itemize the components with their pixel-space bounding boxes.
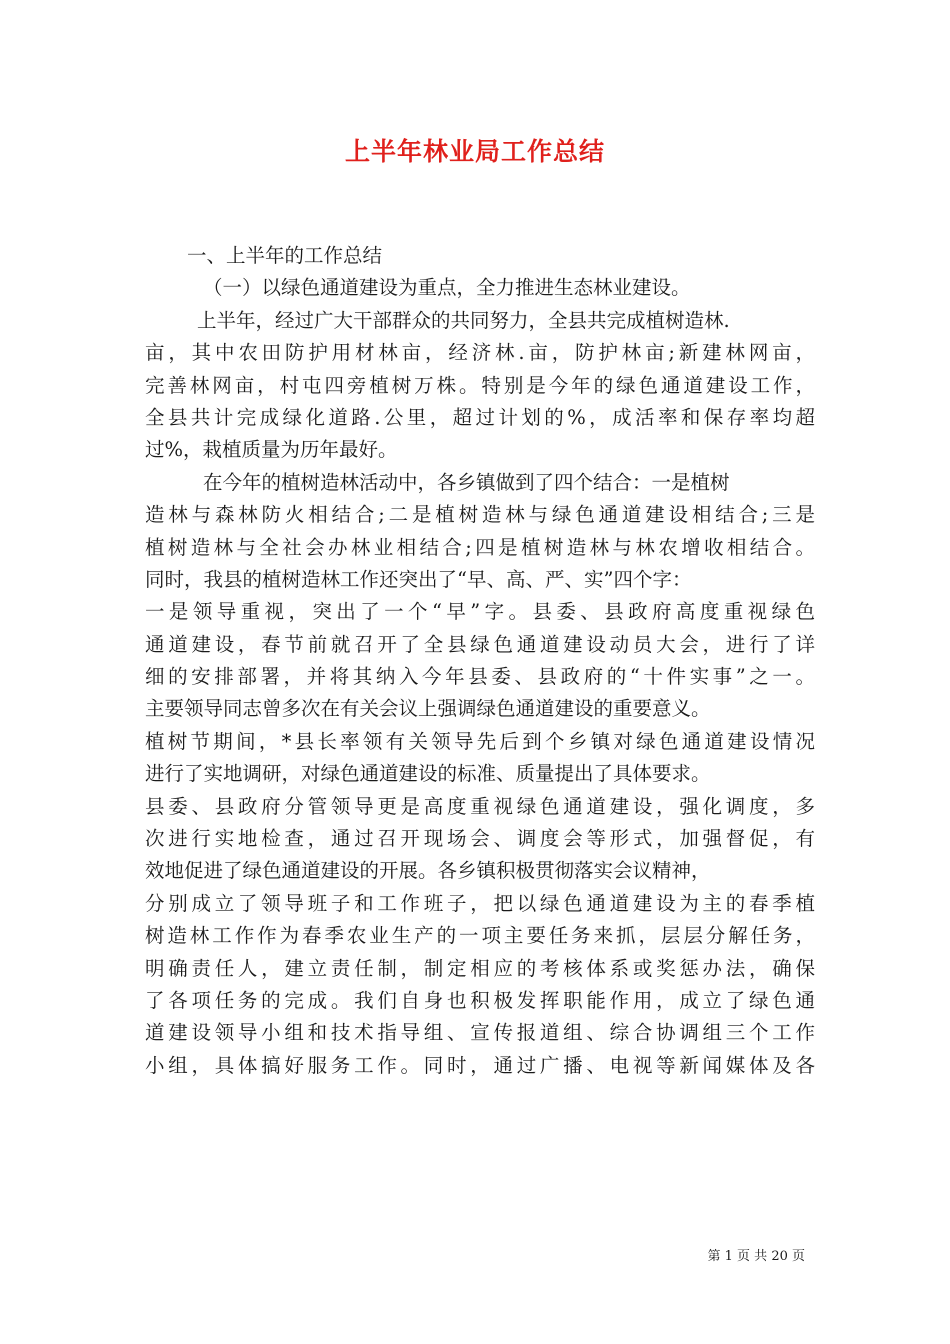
paragraph-line: 过%，栽植质量为历年最好。 — [145, 438, 398, 462]
document-body — [145, 240, 815, 1082]
paragraph-line: 亩，其中农田防护用材林亩，经济林.亩，防护林亩;新建林网亩， — [145, 341, 815, 365]
paragraph-line: 明确责任人，建立责任制，制定相应的考核体系或奖惩办法，确保 — [145, 956, 815, 980]
paragraph-line: 一是领导重视，突出了一个“早”字。县委、县政府高度重视绿色 — [145, 600, 815, 624]
paragraph-line: 道建设领导小组和技术指导组、宣传报道组、综合协调组三个工作 — [145, 1021, 815, 1045]
paragraph-line: 植树造林与全社会办林业相结合;四是植树造林与林农增收相结合。 — [145, 535, 815, 559]
subsection-heading: （一）以绿色通道建设为重点，全力推进生态林业建设。 — [203, 276, 691, 300]
paragraph-line: 造林与森林防火相结合;二是植树造林与绿色通道建设相结合;三是 — [145, 503, 815, 527]
paragraph-line: 分别成立了领导班子和工作班子，把以绿色通道建设为主的春季植 — [145, 891, 815, 915]
paragraph-line: 了各项任务的完成。我们自身也积极发挥职能作用，成立了绿色通 — [145, 988, 815, 1012]
paragraph-line: 完善林网亩，村屯四旁植树万株。特别是今年的绿色通道建设工作， — [145, 373, 815, 397]
paragraph-line: 效地促进了绿色通道建设的开展。各乡镇积极贯彻落实会议精神， — [145, 859, 711, 883]
paragraph-line: 细的安排部署，并将其纳入今年县委、县政府的“十件实事”之一。 — [145, 665, 815, 689]
paragraph-line: 主要领导同志曾多次在有关会议上强调绿色通道建设的重要意义。 — [145, 697, 711, 721]
paragraph-line: 树造林工作作为春季农业生产的一项主要任务来抓，层层分解任务， — [145, 924, 815, 948]
paragraph-line: 进行了实地调研，对绿色通道建设的标准、质量提出了具体要求。 — [145, 762, 711, 786]
section-heading: 一、上半年的工作总结 — [187, 244, 383, 267]
document-title: 上半年林业局工作总结 — [344, 137, 605, 166]
paragraph-line: 植树节期间，*县长率领有关领导先后到个乡镇对绿色通道建设情况 — [145, 729, 815, 753]
page-footer: 第 1 页 共 20 页 — [707, 1249, 805, 1264]
paragraph-line: 通道建设，春节前就召开了全县绿色通道建设动员大会，进行了详 — [145, 632, 815, 656]
paragraph-line: 上半年，经过广大干部群众的共同努力，全县共完成植树造林. — [197, 308, 730, 332]
paragraph-line: 全县共计完成绿化道路.公里，超过计划的%，成活率和保存率均超 — [145, 405, 815, 429]
paragraph-line: 同时，我县的植树造林工作还突出了“早、高、严、实”四个字： — [145, 567, 692, 591]
paragraph-line: 次进行实地检查，通过召开现场会、调度会等形式，加强督促，有 — [145, 827, 815, 851]
paragraph-line: 小组，具体搞好服务工作。同时，通过广播、电视等新闻媒体及各 — [145, 1053, 815, 1077]
paragraph-line: 县委、县政府分管领导更是高度重视绿色通道建设，强化调度，多 — [145, 794, 815, 818]
paragraph-line: 在今年的植树造林活动中，各乡镇做到了四个结合：一是植树 — [203, 470, 730, 494]
